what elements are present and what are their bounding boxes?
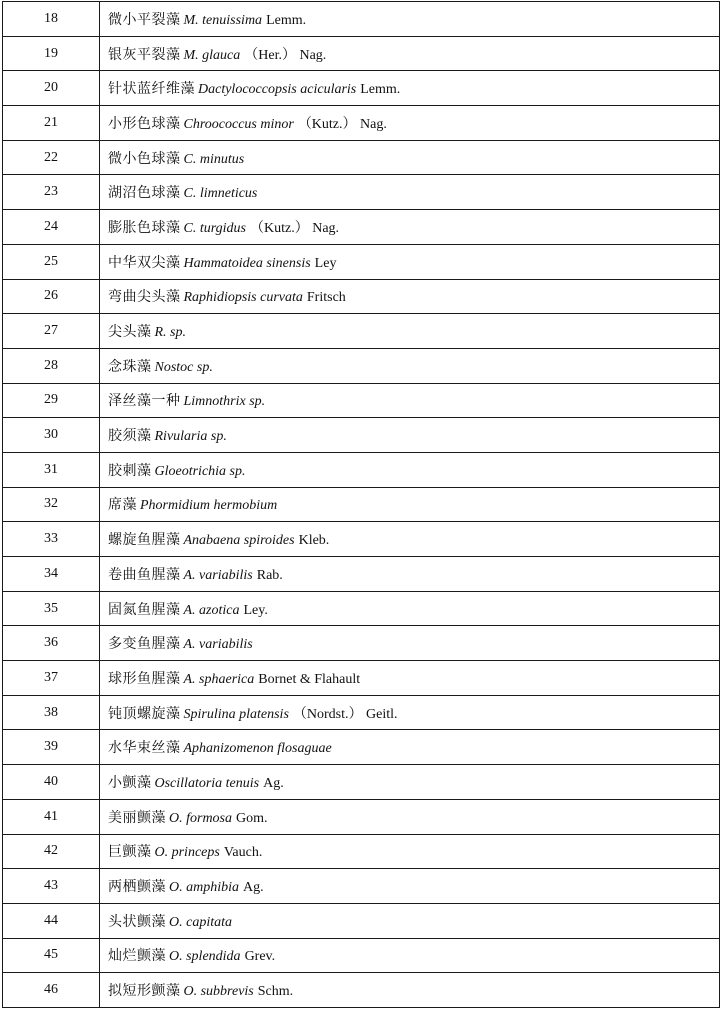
author-citation: Bornet & Flahault	[258, 671, 361, 687]
table-row	[3, 938, 720, 973]
chinese-name: 固氮鱼腥藻	[108, 601, 181, 618]
row-number: 20	[3, 71, 100, 106]
species-name-cell	[100, 730, 720, 765]
table-row	[3, 487, 720, 522]
species-name-cell	[100, 2, 720, 37]
row-number: 45	[3, 938, 100, 973]
chinese-name: 巨颤藻	[108, 844, 152, 861]
author-citation: Fritsch	[306, 290, 346, 306]
latin-name: M. tenuissima	[183, 12, 263, 28]
chinese-name: 多变鱼腥藻	[108, 636, 181, 653]
author-citation: Gom.	[236, 810, 268, 826]
chinese-name: 头状颤藻	[108, 913, 166, 930]
row-number: 25	[3, 244, 100, 279]
table-row	[3, 314, 720, 349]
chinese-name: 尖头藻	[108, 324, 152, 341]
latin-name: Anabaena spiroides	[183, 533, 295, 549]
table-row	[3, 695, 720, 730]
chinese-name: 小颤藻	[108, 774, 152, 791]
latin-name: C. minutus	[183, 151, 245, 167]
species-name-cell	[100, 418, 720, 453]
author-citation: Schm.	[257, 984, 294, 1000]
species-name-cell	[100, 695, 720, 730]
table-row	[3, 730, 720, 765]
author-citation: Rab.	[256, 567, 283, 583]
row-number: 35	[3, 591, 100, 626]
species-name-cell	[100, 765, 720, 800]
species-name-cell	[100, 175, 720, 210]
species-name-cell	[100, 626, 720, 661]
chinese-name: 针状蓝纤维藻	[108, 81, 195, 98]
table-row	[3, 418, 720, 453]
table-row	[3, 903, 720, 938]
author-citation: Grev.	[244, 949, 276, 965]
chinese-name: 水华束丝藻	[108, 740, 181, 757]
species-name-cell	[100, 71, 720, 106]
latin-name: O. amphibia	[169, 880, 239, 896]
row-number: 26	[3, 279, 100, 314]
chinese-name: 美丽颤藻	[108, 809, 166, 826]
species-name-cell	[100, 36, 720, 71]
latin-name: Dactylococcopsis acicularis	[198, 82, 357, 98]
chinese-name: 湖沼色球藻	[108, 185, 181, 202]
chinese-name: 拟短形颤藻	[108, 983, 181, 1000]
chinese-name: 银灰平裂藻	[108, 46, 181, 63]
table-row	[3, 279, 720, 314]
latin-name: M. glauca	[183, 47, 241, 63]
species-name-cell	[100, 938, 720, 973]
latin-name: Nostoc sp.	[154, 359, 213, 375]
table-row	[3, 869, 720, 904]
latin-name: C. limneticus	[183, 186, 258, 202]
row-number: 24	[3, 210, 100, 245]
chinese-name: 球形鱼腥藻	[108, 670, 181, 687]
row-number: 43	[3, 869, 100, 904]
latin-name: Gloeotrichia sp.	[154, 463, 246, 479]
table-row	[3, 557, 720, 592]
species-name-cell	[100, 210, 720, 245]
row-number: 46	[3, 973, 100, 1008]
latin-name: O. princeps	[154, 845, 220, 861]
latin-name: A. azotica	[183, 602, 240, 618]
table-row	[3, 383, 720, 418]
chinese-name: 钝顶螺旋藻	[108, 705, 181, 722]
row-number: 31	[3, 452, 100, 487]
author-citation: （Nordst.） Geitl.	[292, 706, 398, 722]
species-name-cell	[100, 522, 720, 557]
latin-name: O. splendida	[169, 949, 241, 965]
chinese-name: 念珠藻	[108, 358, 152, 375]
author-citation: Lemm.	[266, 12, 307, 28]
chinese-name: 席藻	[108, 497, 137, 514]
author-citation: Kleb.	[298, 533, 330, 549]
row-number: 42	[3, 834, 100, 869]
author-citation: （Kutz.） Nag.	[297, 116, 387, 132]
table-row	[3, 626, 720, 661]
table-row	[3, 210, 720, 245]
latin-name: C. turgidus	[183, 220, 246, 236]
row-number: 27	[3, 314, 100, 349]
species-name-cell	[100, 244, 720, 279]
latin-name: O. formosa	[169, 810, 233, 826]
latin-name: Chroococcus minor	[183, 116, 294, 132]
table-row	[3, 2, 720, 37]
species-name-cell	[100, 973, 720, 1008]
author-citation: Vauch.	[223, 845, 263, 861]
table-row	[3, 36, 720, 71]
latin-name: Spirulina platensis	[183, 706, 289, 722]
species-name-cell	[100, 869, 720, 904]
latin-name: A. sphaerica	[183, 671, 255, 687]
latin-name: Aphanizomenon flosaguae	[183, 741, 332, 757]
row-number: 19	[3, 36, 100, 71]
species-name-cell	[100, 140, 720, 175]
row-number: 29	[3, 383, 100, 418]
species-name-cell	[100, 452, 720, 487]
species-name-cell	[100, 487, 720, 522]
species-name-cell	[100, 348, 720, 383]
species-name-cell	[100, 661, 720, 696]
species-name-cell	[100, 314, 720, 349]
author-citation: Ag.	[263, 775, 284, 791]
latin-name: Oscillatoria tenuis	[154, 775, 260, 791]
row-number: 39	[3, 730, 100, 765]
species-table-body	[3, 2, 720, 1008]
row-number: 23	[3, 175, 100, 210]
species-name-cell	[100, 106, 720, 141]
chinese-name: 微小色球藻	[108, 150, 181, 167]
table-row	[3, 834, 720, 869]
author-citation: （Her.） Nag.	[244, 47, 327, 63]
row-number: 30	[3, 418, 100, 453]
row-number: 37	[3, 661, 100, 696]
author-citation: （Kutz.） Nag.	[250, 220, 340, 236]
chinese-name: 弯曲尖头藻	[108, 289, 181, 306]
row-number: 38	[3, 695, 100, 730]
latin-name: Limnothrix sp.	[183, 394, 266, 410]
table-row	[3, 106, 720, 141]
row-number: 33	[3, 522, 100, 557]
latin-name: O. subbrevis	[183, 984, 254, 1000]
species-table	[2, 1, 720, 1008]
table-row	[3, 522, 720, 557]
species-name-cell	[100, 591, 720, 626]
chinese-name: 泽丝藻一种	[108, 393, 181, 410]
table-row	[3, 973, 720, 1008]
chinese-name: 胶刺藻	[108, 462, 152, 479]
chinese-name: 膨胀色球藻	[108, 219, 181, 236]
latin-name: O. capitata	[169, 914, 232, 930]
latin-name: A. variabilis	[183, 637, 253, 653]
latin-name: R. sp.	[154, 325, 186, 341]
chinese-name: 小形色球藻	[108, 115, 181, 132]
row-number: 22	[3, 140, 100, 175]
chinese-name: 卷曲鱼腥藻	[108, 566, 181, 583]
row-number: 18	[3, 2, 100, 37]
table-row	[3, 140, 720, 175]
species-name-cell	[100, 834, 720, 869]
row-number: 28	[3, 348, 100, 383]
table-row	[3, 591, 720, 626]
latin-name: Raphidiopsis curvata	[183, 290, 303, 306]
chinese-name: 螺旋鱼腥藻	[108, 532, 181, 549]
row-number: 41	[3, 799, 100, 834]
table-row	[3, 71, 720, 106]
latin-name: Rivularia sp.	[154, 429, 227, 445]
species-name-cell	[100, 799, 720, 834]
chinese-name: 微小平裂藻	[108, 11, 181, 28]
species-name-cell	[100, 279, 720, 314]
species-name-cell	[100, 383, 720, 418]
table-row	[3, 799, 720, 834]
row-number: 44	[3, 903, 100, 938]
table-row	[3, 348, 720, 383]
chinese-name: 中华双尖藻	[108, 254, 181, 271]
row-number: 34	[3, 557, 100, 592]
latin-name: Phormidium hermobium	[140, 498, 278, 514]
row-number: 40	[3, 765, 100, 800]
table-row	[3, 765, 720, 800]
latin-name: A. variabilis	[183, 567, 253, 583]
table-row	[3, 244, 720, 279]
row-number: 36	[3, 626, 100, 661]
chinese-name: 胶须藻	[108, 428, 152, 445]
table-row	[3, 661, 720, 696]
row-number: 21	[3, 106, 100, 141]
author-citation: Ag.	[243, 880, 264, 896]
row-number: 32	[3, 487, 100, 522]
author-citation: Ley.	[243, 602, 268, 618]
species-name-cell	[100, 903, 720, 938]
chinese-name: 灿烂颤藻	[108, 948, 166, 965]
chinese-name: 两栖颤藻	[108, 879, 166, 896]
author-citation: Ley	[314, 255, 337, 271]
table-row	[3, 452, 720, 487]
author-citation: Lemm.	[360, 82, 401, 98]
latin-name: Hammatoidea sinensis	[183, 255, 311, 271]
table-row	[3, 175, 720, 210]
species-name-cell	[100, 557, 720, 592]
